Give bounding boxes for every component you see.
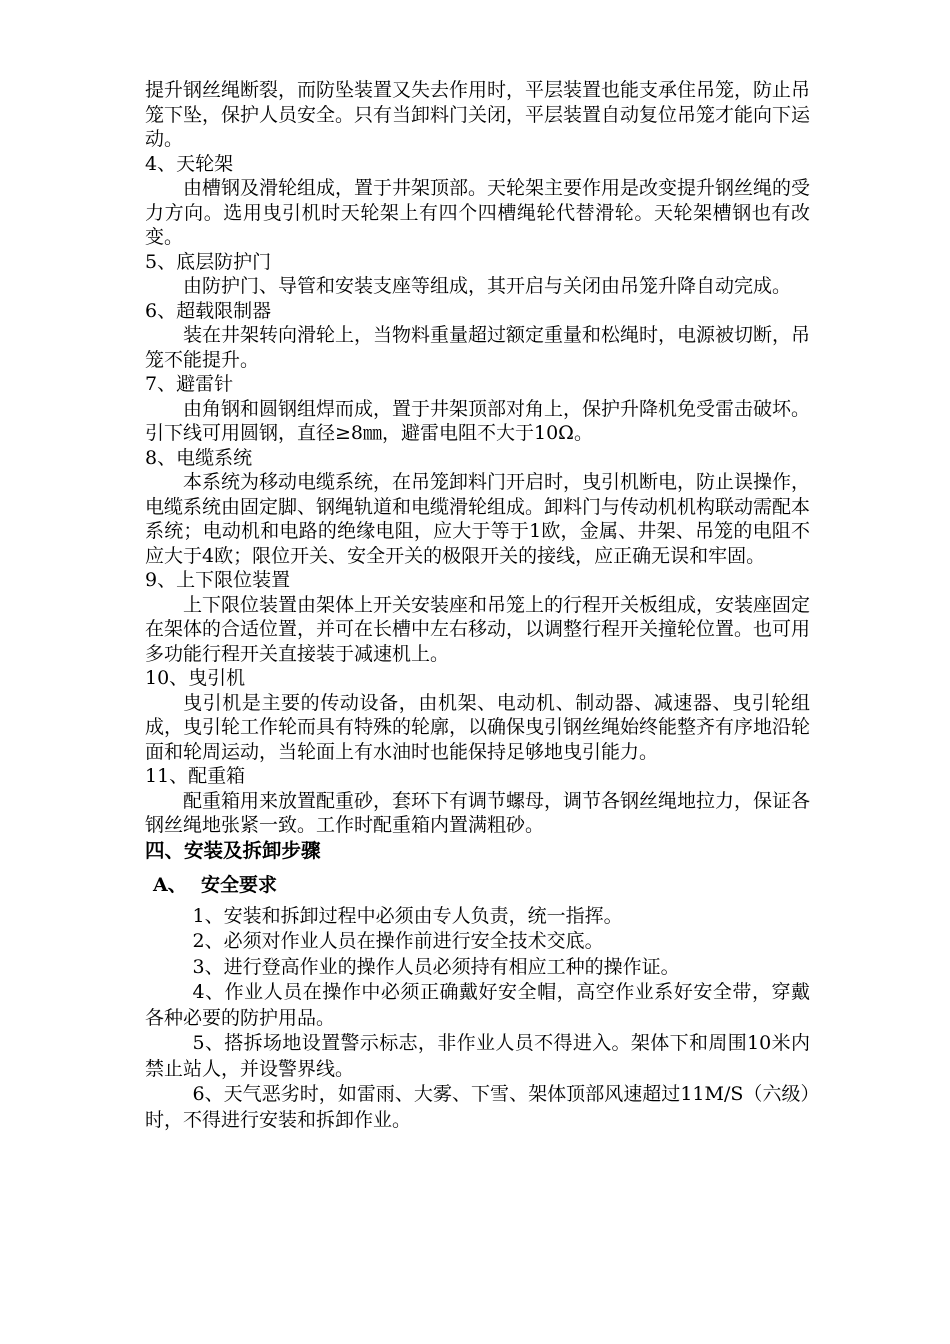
requirement-item: 6、天气恶劣时，如雷雨、大雾、下雪、架体顶部风速超过11M/S（六级）时，不得进行安装和拆卸作业。	[145, 1083, 810, 1131]
item-traction-machine	[145, 666, 810, 764]
item-heading: 11、配重箱	[145, 765, 246, 787]
item-body: 装在井架转向滑轮上，当物料重量超过额定重量和松绳时，电源被切断，吊笼不能提升。	[145, 324, 811, 371]
document-page	[145, 78, 810, 1133]
subsection-title: 安全要求	[201, 873, 278, 896]
item-heading: 8、电缆系统	[145, 446, 253, 469]
item-bottom-guard-door	[145, 250, 810, 299]
item-heading: 5、底层防护门	[145, 250, 272, 273]
requirement-item: 5、搭拆场地设置警示标志，非作业人员不得进入。架体下和周围10米内禁止站人，并设警界线。	[145, 1032, 810, 1080]
item-tianlunjia	[145, 152, 810, 250]
item-body: 本系统为移动电缆系统，在吊笼卸料门开启时，曳引机断电，防止误操作，电缆系统由固定脚、钢绳轨道和电缆滑轮组成。卸料门与传动机机构联动需配本系统；电动机和电路的绝缘电阻，应大于等于1欧，金属、井架、吊笼的电阻不应大于4欧；限位开关、安全开关的极限开关的接线，应正确无误和牢固。	[145, 471, 811, 567]
item-heading: 6、超载限制器	[145, 299, 272, 322]
item-cable-system	[145, 446, 810, 569]
requirements-list	[145, 904, 810, 1134]
item-body: 由防护门、导管和安装支座等组成，其开启与关闭由吊笼升降自动完成。	[183, 275, 792, 297]
item-heading: 9、上下限位装置	[145, 569, 291, 591]
item-heading: 4、天轮架	[145, 152, 234, 175]
item-lightning-rod	[145, 372, 810, 446]
subsection-letter: A、	[153, 873, 187, 896]
requirement-item: 4、作业人员在操作中必须正确戴好安全帽，高空作业系好安全带，穿戴各种必要的防护用品。	[145, 981, 810, 1029]
requirement-item: 1、安装和拆卸过程中必须由专人负责，统一指挥。	[192, 904, 623, 927]
requirement-item: 3、进行登高作业的操作人员必须持有相应工种的操作证。	[192, 955, 680, 978]
item-overload-limiter	[145, 299, 810, 373]
subsection-heading	[153, 872, 810, 898]
requirement-item: 2、必须对作业人员在操作前进行安全技术交底。	[192, 930, 604, 952]
item-body: 由槽钢及滑轮组成，置于井架顶部。天轮架主要作用是改变提升钢丝绳的受力方向。选用曳引机时天轮架上有四个四槽绳轮代替滑轮。天轮架槽钢也有改变。	[145, 177, 811, 248]
intro-paragraph: 提升钢丝绳断裂，而防坠装置又失去作用时，平层装置也能支承住吊笼，防止吊笼下坠，保护人员安全。只有当卸料门关闭，平层装置自动复位吊笼才能向下运动。	[145, 79, 811, 150]
item-body: 曳引机是主要的传动设备，由机架、电动机、制动器、减速器、曳引轮组成，曳引轮工作轮而具有特殊的轮廓，以确保曳引钢丝绳始终能整齐有序地沿轮面和轮周运动，当轮面上有水油时也能保持足够地曳引能力。	[145, 691, 811, 763]
item-limit-device	[145, 568, 810, 666]
item-heading: 10、曳引机	[145, 667, 246, 689]
item-body: 配重箱用来放置配重砂，套环下有调节螺母，调节各钢丝绳地拉力，保证各钢丝绳地张紧一致。工作时配重箱内置满粗砂。	[145, 789, 811, 836]
item-body: 由角钢和圆钢组焊而成，置于井架顶部对角上，保护升降机免受雷击破坏。引下线可用圆钢，直径≥8㎜，避雷电阻不大于10Ω。	[145, 397, 811, 444]
item-body: 上下限位装置由架体上开关安装座和吊笼上的行程开关板组成，安装座固定在架体的合适位置，并可在长槽中左右移动，以调整行程开关撞轮位置。也可用多功能行程开关直接装于减速机上。	[145, 593, 811, 665]
section-heading: 四、安装及拆卸步骤	[145, 838, 321, 862]
item-heading: 7、避雷针	[145, 373, 234, 395]
item-counterweight-box	[145, 764, 810, 838]
